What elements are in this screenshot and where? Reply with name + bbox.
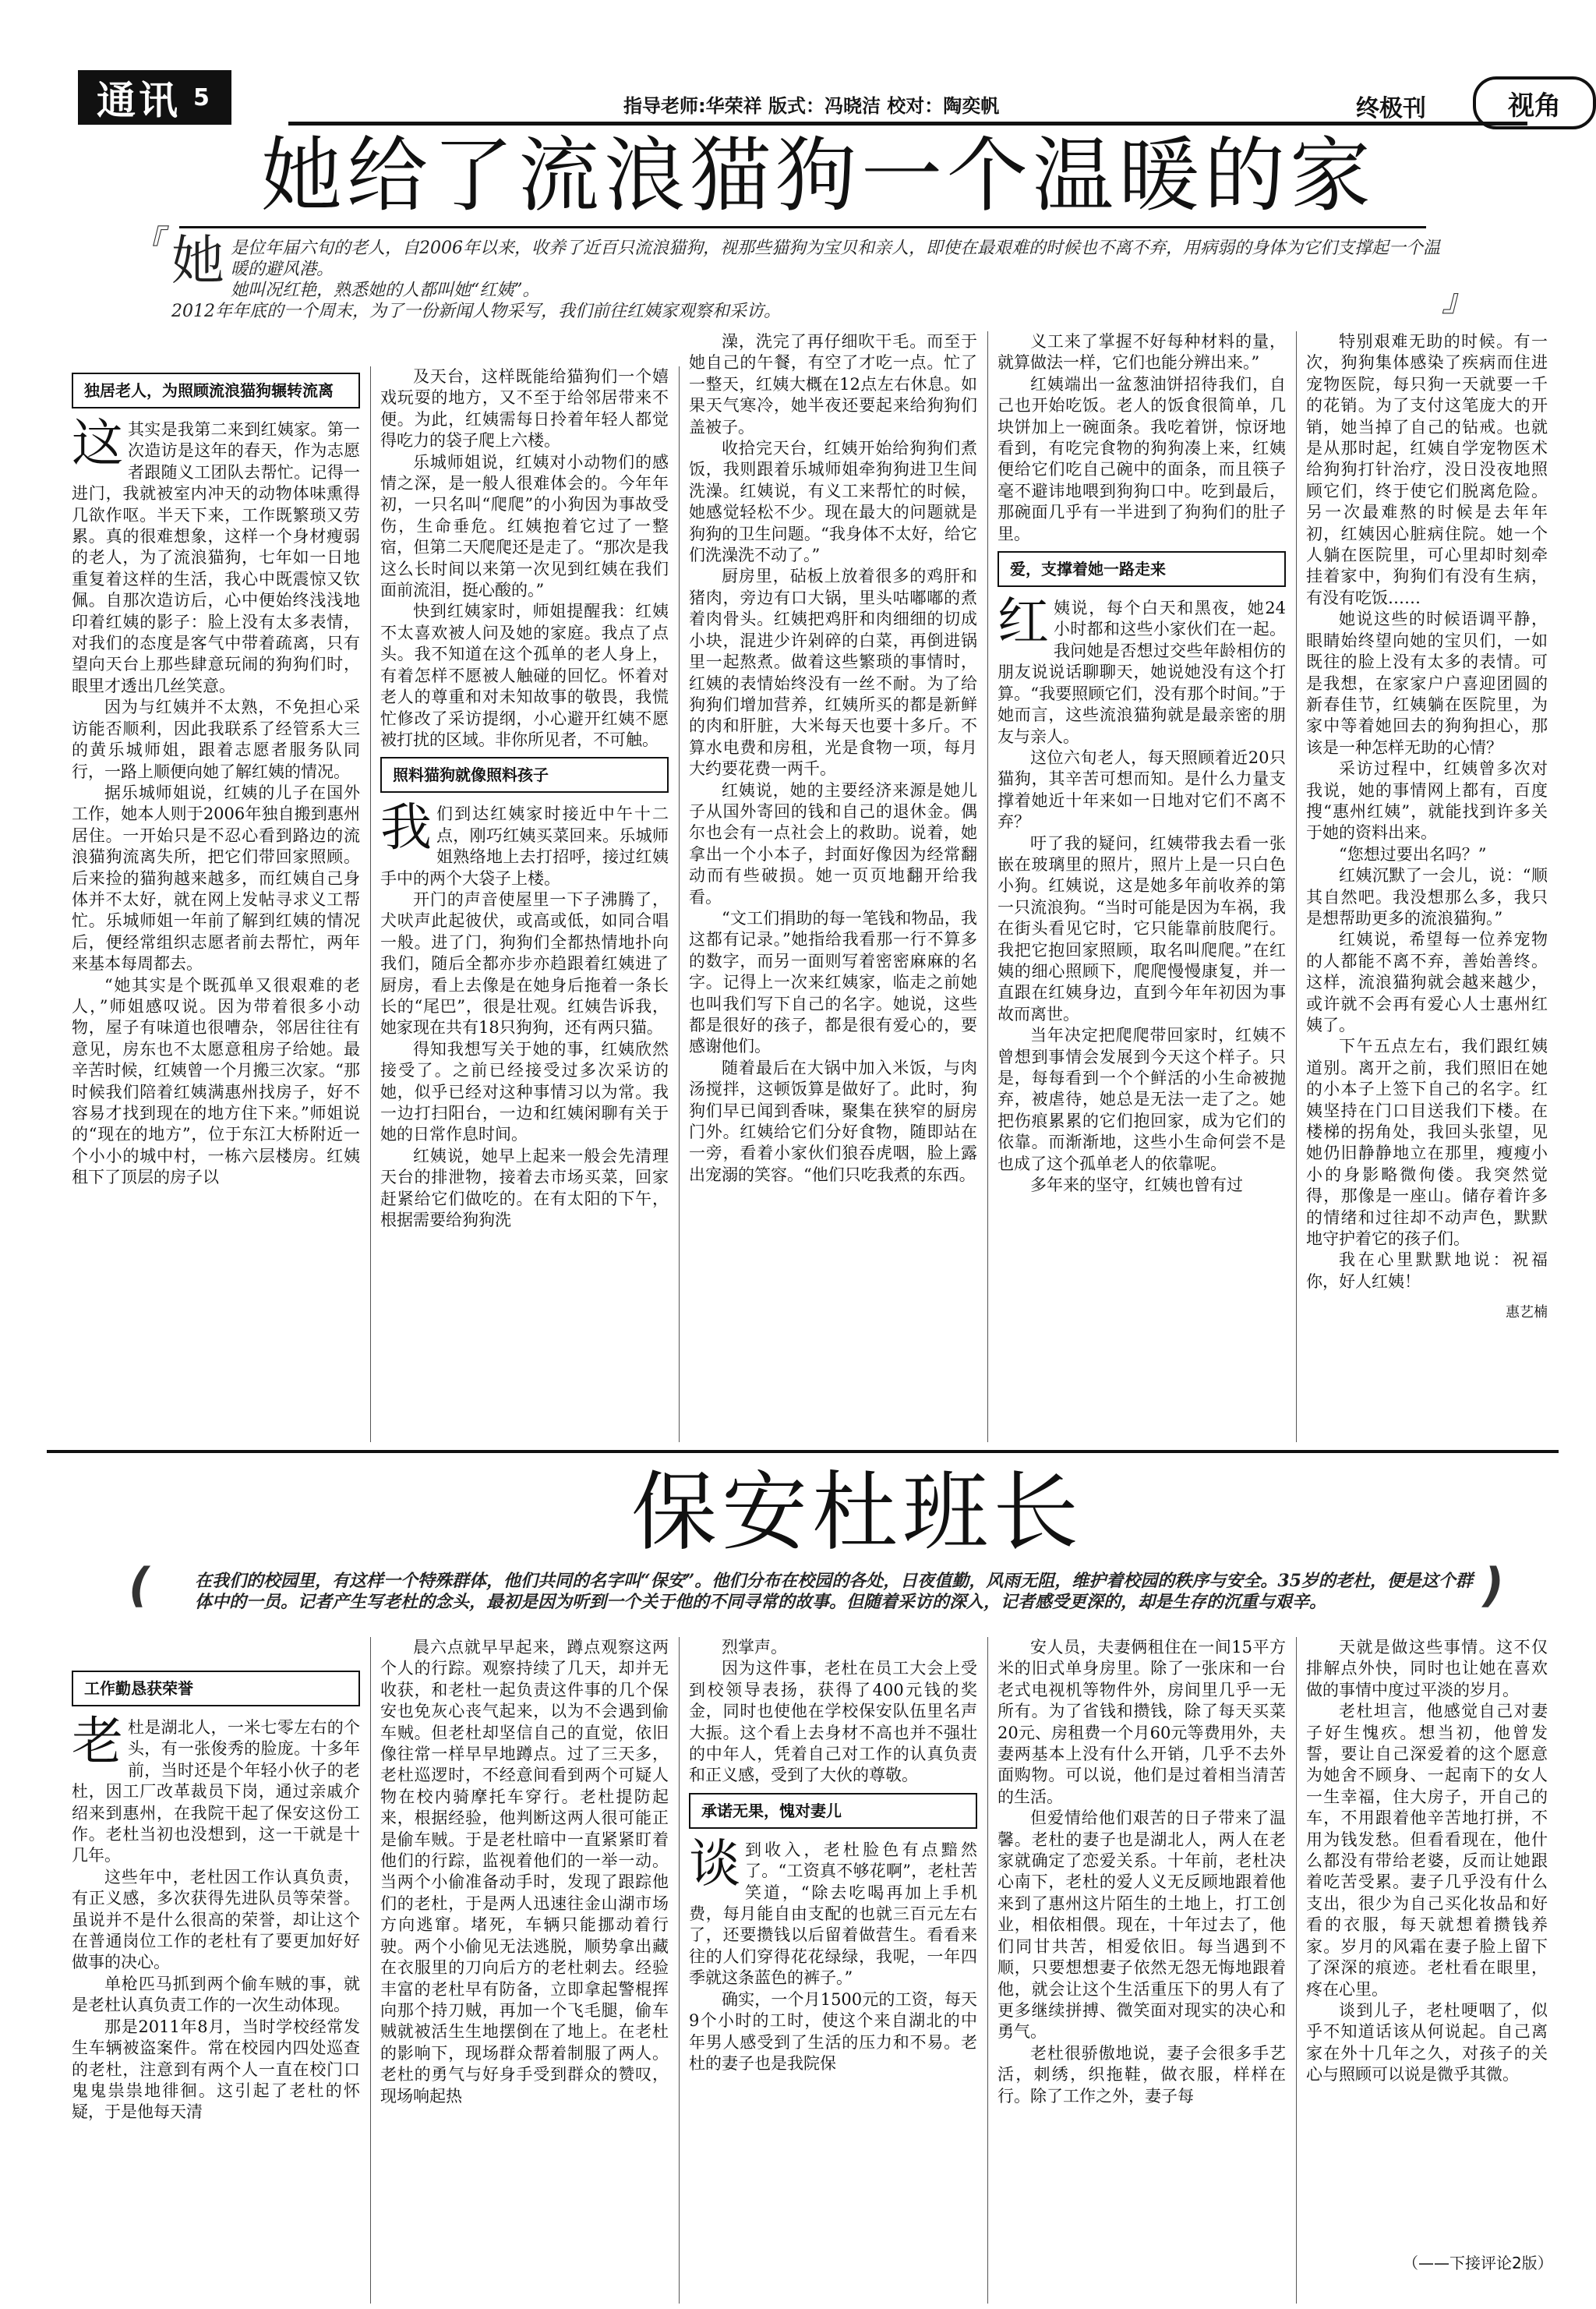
paragraph: 那是2011年8月，当时学校经常发生车辆被盗案件。常在校园内四处巡查的老杜，注意到有两个人一直在校门口鬼鬼祟祟地徘徊。这引起了老杜的怀疑，于是他每天清 bbox=[72, 2017, 360, 2122]
drop-cap: 红 bbox=[998, 592, 1049, 652]
paragraph: 吁了我的疑问，红姨带我去看一张嵌在玻璃里的照片，照片上是一只白色小狗。红姨说，这是她多年前收养的第一只流浪狗。“当时可能是因为车祸，我在街头看见它时，它只能靠前肢爬行。我把它抱回家照顾，取名叫爬爬。”在红姨的细心照顾下，爬爬慢慢康复，并一直跟在红姨身边，直到今年年初因为事故而离世。 bbox=[998, 833, 1286, 1024]
article2-column-1 bbox=[72, 1664, 360, 2304]
article1-intro bbox=[132, 224, 1473, 322]
paragraph: 烈掌声。 bbox=[722, 1638, 787, 1657]
intro-text: 在我们的校园里，有这样一个特殊群体，他们共同的名字叫“保安”。他们分布在校园的各处，日夜值勤，风雨无阻，维护着校园的秩序与安全。35岁的老杜，便是这个群体中的一员。记者产生写老杜的念头，最初是因为听到一个关于他的不同寻常的故事。但随着采访的深入，记者感受更深的，却是生存的沉重与艰辛。 bbox=[195, 1571, 1473, 1612]
paragraph: 老杜坦言，他感觉自己对妻子好生愧疚。想当初，他曾发誓，要让自己深爱着的这个愿意为她舍不顾身、一起南下的女人一生幸福，住大房子，开自己的车，不用跟着他辛苦地打拼，不用为钱发愁。但看看现在，他什么都没有带给老婆，反而让她跟着吃苦受累。妻子几乎没有什么支出，很少为自己买化妆品和好看的衣服，每天就想着攒钱养家。岁月的风霜在妻子脸上留下了深深的痕迹。老杜看在眼里，疼在心里。 bbox=[1306, 1702, 1548, 1999]
paragraph: 单枪匹马抓到两个偷车贼的事，就是老杜认真负责工作的一次生动体现。 bbox=[72, 1974, 360, 2015]
article1-column-1 bbox=[72, 366, 360, 1442]
paragraph: 采访过程中，红姨曾多次对我说，她的事情网上都有，百度搜“惠州红姨”，就能找到许多关于她的资料出来。 bbox=[1306, 759, 1548, 843]
paragraph: 到收入，老杜脸色有点黯然了。“工资真不够花啊”，老杜苦笑道，“除去吃喝再加上手机费，每月能自由支配的也就三百元左右了，还要攒钱以后留着做营生。看看来往的人们穿得花花绿绿，我呢，一年四季就这条蓝色的裤子。” bbox=[689, 1840, 977, 1988]
drop-cap: 我 bbox=[380, 797, 432, 858]
paragraph: 姨说，每个白天和黑夜，她24小时都和这些小家伙们在一起。我问她是否想过交些年龄相仿的朋友说说话聊聊天，她说她没有这个打算。“我要照顾它们，没有那个时间。”于她而言，这些流浪猫狗就是最亲密的朋友与亲人。 bbox=[998, 599, 1286, 746]
paragraph: 因为与红姨并不太熟，不免担心采访能否顺利，因此我联系了经管系大三的黄乐城师姐，跟着志愿者服务队同行，一路上顺便向她了解红姨的情况。 bbox=[72, 698, 360, 781]
section-name: 通讯 bbox=[97, 78, 181, 123]
article2-column-5 bbox=[1306, 1637, 1548, 2229]
paragraph: 快到红姨家时，师姐提醒我：红姨不太喜欢被人问及她的家庭。我点了点头。我不知道在这个孤单的老人身上，有着怎样不愿被人触碰的回忆。怀着对老人的尊重和对未知故事的敬畏，我慌忙修改了采访提纲，小心避开红姨不愿被打扰的区域。非你所见者，不可触。 bbox=[380, 602, 669, 749]
paragraph: 开门的声音使屋里一下子沸腾了，犬吠声此起彼伏，或高或低，如同合唱一般。进了门，狗狗们全都热情地扑向我们，随后全都亦步亦趋跟着红姨进了厨房，看上去像是在她身后拖着一条长长的“尾巴”，很是壮观。红姨告诉我，她家现在共有18只狗狗，还有两只猫。 bbox=[380, 889, 669, 1038]
paragraph: 澡，洗完了再仔细吹干毛。而至于她自己的午餐，有空了才吃一点。忙了一整天，红姨大概在12点左右休息。如果天气寒冷，她半夜还要起来给狗狗们盖被子。 bbox=[689, 332, 977, 437]
paragraph: 红姨说，她的主要经济来源是她儿子从国外寄回的钱和自己的退休金。偶尔也会有一点社会上的救助。说着，她拿出一个小本子，封面好像因为经常翻动而有些破损。她一页页地翻开给我看。 bbox=[689, 780, 977, 907]
paragraph: 天就是做这些事情。这不仅排解点外快，同时也让她在喜欢做的事情中度过平淡的岁月。 bbox=[1306, 1638, 1548, 1699]
column-divider bbox=[1296, 331, 1297, 1442]
paragraph: 下午五点左右，我们跟红姨道别。离开之前，我们照旧在她的小本子上签下自己的名字。红姨坚持在门口目送我们下楼。在楼梯的拐角处，我回头张望，见她仍旧静静地立在那里，瘦瘦小小的身影略微佝偻。我突然觉得，那像是一座山。储存着许多的情绪和过往却不动声色，默默地守护着它的孩子们。 bbox=[1306, 1037, 1548, 1249]
article1-column-3 bbox=[689, 331, 977, 1442]
article2-column-3 bbox=[689, 1637, 977, 2304]
section-heading: 爱，支撑着她一路走来 bbox=[998, 551, 1286, 587]
column-divider bbox=[987, 331, 988, 1442]
paragraph: 她说这些的时候语调平静，眼睛始终望向她的宝贝们，一如既往的脸上没有太多的表情。可是我想，在家家户户喜迎团圆的新春佳节，红姨躺在医院里，为家中等着她回去的狗狗担心，那该是一种怎样无助的心情？ bbox=[1306, 610, 1548, 757]
paragraph: 晨六点就早早起来，蹲点观察这两个人的行踪。观察持续了几天，却并无收获，和老杜一起负责这件事的几个保安也免灰心丧气起来，以为不会遇到偷车贼。但老杜却坚信自己的直觉，依旧像往常一样早早地蹲点。过了三天多，老杜巡逻时，不经意间看到两个可疑人物在校内骑摩托车穿行。老杜提防起来，根据经验，他判断这两人很可能正是偷车贼。于是老杜暗中一直紧紧盯着他们的行踪，监视着他们的一举一动。当两个小偷准备动手时，发现了跟踪他们的老杜，于是两人迅速往金山湖市场方向逃窜。堵死，车辆只能挪动着行驶。两个小偷见无法逃脱，顺势拿出藏在衣服里的刀向后方的老杜刺去。经验丰富的老杜早有防备，立即拿起警棍挥向那个持刀贼，再加一个飞毛腿，偷车贼就被活生生地摆倒在了地上。在老杜的影响下，现场群众帮着制服了两人。老杜的勇气与好身手受到群众的赞叹，现场响起热 bbox=[380, 1638, 669, 2106]
paragraph: 红姨沉默了一会儿，说：“顺其自然吧。我没想那么多，我只是想帮助更多的流浪猫狗。” bbox=[1306, 866, 1548, 928]
paragraph: 收拾完天台，红姨开始给狗狗们煮饭，我则跟着乐城师姐牵狗狗进卫生间洗澡。红姨说，有义工来帮忙的时候，她感觉轻松不少。现在最大的问题就是狗狗的卫生问题。“我身体不太好，给它们洗澡洗不动了。” bbox=[689, 439, 977, 565]
paragraph: 确实，一个月1500元的工资，每天9个小时的工时，使这个来自湖北的中年男人感受到了生活的压力和不易。老杜的妻子也是我院保 bbox=[689, 1989, 977, 2073]
paragraph: 这位六旬老人，每天照顾着近20只猫狗，其辛苦可想而知。是什么力量支撑着她近十年来如一日地对它们不离不弃？ bbox=[998, 748, 1286, 832]
article2-column-4 bbox=[998, 1637, 1286, 2304]
paragraph: 得知我想写关于她的事，红姨欣然接受了。之前已经接受过多次采访的她，似乎已经对这种事情习以为常。我一边打扫阳台，一边和红姨闲聊有关于她的日常作息时间。 bbox=[380, 1039, 669, 1144]
paragraph: 其实是我第二来到红姨家。第一次造访是这年的春天，作为志愿者跟随义工团队去帮忙。记得一进门，我就被室内冲天的动物体味熏得几欲作呕。半天下来，工作既繁琐又劳累。真的很难想象，这样一个身材瘦弱的老人，为了流浪猫狗，七年如一日地重复着这样的生活，我心中既震惊又钦佩。自那次造访后，心中便始终浅浅地印着红姨的影子：脸上没有太多表情，对我们的态度是客气中带着疏离，只有望向天台上那些肆意玩闹的狗狗们时，眼里才透出几丝笑意。 bbox=[72, 420, 360, 695]
paragraph: 老杜很骄傲地说，妻子会很多手艺活，刺绣，织拖鞋，做衣服，样样在行。除了工作之外，妻子每 bbox=[998, 2043, 1286, 2106]
paragraph: 红姨端出一盆葱油饼招待我们，自己也开始吃饭。老人的饭食很简单，几块饼加上一碗面条。我吃着饼，惊讶地看到，有吃完食物的狗狗凑上来，红姨便给它们吃自己碗中的面条，而且筷子毫不避讳地喂到狗狗口中。吃到最后，那碗面几乎有一半进到了狗狗们的肚子里。 bbox=[998, 374, 1286, 543]
paragraph: 杜是湖北人，一米七零左右的个头，有一张俊秀的脸庞。十多年前，当时还是个年轻小伙子的老杜，因工厂改革裁员下岗，通过亲戚介绍来到惠州，在我院干起了保安这份工作。老杜当初也没想到，这一干就是十几年。 bbox=[72, 1718, 360, 1865]
paragraph: 当年决定把爬爬带回家时，红姨不曾想到事情会发展到今天这个样子。只是，每每看到一个个鲜活的小生命被抛弃，被虐待，她总是无法一走了之。她把伤痕累累的它们抱回家，成为它们的依靠。而渐渐地，这些小生命何尝不是也成了这个孤单老人的依靠呢。 bbox=[998, 1026, 1286, 1173]
header-rule bbox=[288, 122, 1527, 126]
open-bracket: 『 bbox=[132, 224, 164, 260]
paragraph: 红姨说，她早上起来一般会先清理天台的排泄物，接着去市场买菜，回家赶紧给它们做吃的。在有太阳的下午，根据需要给狗狗洗 bbox=[380, 1146, 669, 1230]
article1-column-2 bbox=[380, 366, 669, 1442]
author-byline: 惠艺楠 bbox=[1506, 1304, 1548, 1321]
paragraph: 乐城师姐说，红姨对小动物们的感情之深，是一般人很难体会的。今年年初，一只名叫“爬爬”的小狗因为事故受伤，生命垂危。红姨抱着它过了一整宿，但第二天爬爬还是走了。“那次是我这么长时间以来第一次见到红姨在我们面前流泪，挺心酸的。” bbox=[380, 452, 669, 600]
publication-name: 终极刊 bbox=[1356, 95, 1426, 122]
paragraph: 据乐城师姐说，红姨的儿子在国外工作，她本人则于2006年独自搬到惠州居住。一开始只是不忍心看到路边的流浪猫狗流离失所，把它们带回家照顾。后来捡的猫狗越来越多，而红姨自己身体并不太好，就在网上发帖寻求义工帮忙。乐城师姐一年前了解到红姨的情况后，便经常组织志愿者前去帮忙，两年来基本每周都去。 bbox=[72, 783, 360, 974]
column-divider bbox=[370, 366, 371, 1442]
paragraph: 们到达红姨家时接近中午十二点，刚巧红姨买菜回来。乐城师姐熟络地上去打招呼，接过红姨手中的两个大袋子上楼。 bbox=[380, 804, 669, 888]
close-bracket: 』 bbox=[1442, 283, 1473, 319]
drop-cap: 老 bbox=[72, 1711, 123, 1771]
page-header bbox=[78, 70, 1561, 129]
paragraph: 因为这件事，老杜在员工大会上受到校领导表扬，获得了400元钱的奖金，同时也使他在学校保安队伍里名声大振。这个看上去身材不高也并不强壮的中年人，凭着自己对工作的认真负责和正义感，受到了大伙的尊敬。 bbox=[689, 1659, 977, 1785]
article2-column-2 bbox=[380, 1637, 669, 2304]
intro-initial: 她 bbox=[171, 231, 225, 292]
column-divider bbox=[370, 1637, 371, 2304]
section-heading: 照料猫狗就像照料孩子 bbox=[380, 757, 669, 793]
section-heading: 承诺无果，愧对妻儿 bbox=[689, 1793, 977, 1829]
intro-line: 是位年届六旬的老人，自2006年以来，收养了近百只流浪猫狗，视那些猫狗为宝贝和亲人，即使在最艰难的时候也不离不弃，用病弱的身体为它们支撑起一个温暖的避风港。 bbox=[231, 239, 1441, 279]
paragraph: “她其实是个既孤单又很艰难的老人，”师姐感叹说。因为带着很多小动物，屋子有味道也很嘈杂，邻居往往有意见，房东也不太愿意租房子给她。最辛苦时候，红姨曾一个月搬三次家。“那时候我们陪着红姨满惠州找房子，好不容易才找到现在的地方住下来。”师姐说的“现在的地方”，位于东江大桥附近一个小小的城中村，一栋六层楼房。红姨租下了顶层的房子以 bbox=[72, 975, 360, 1187]
paragraph: 多年来的坚守，红姨也曾有过 bbox=[1030, 1176, 1243, 1195]
paragraph: “文工们捐助的每一笔钱和物品，我这都有记录。”她指给我看那一行不算多的数字，而另一面则写着密密麻麻的名字。记得上一次来红姨家，临走之前她也叫我们写下自己的名字。她说，这些都是很好的孩子，都是很有爱心的，要感谢他们。 bbox=[689, 908, 977, 1056]
article-divider bbox=[47, 1450, 1559, 1453]
article1-column-5 bbox=[1306, 331, 1548, 1442]
paragraph: 特别艰难无助的时候。有一次，狗狗集体感染了疾病而住进宠物医院，每只狗一天就要一千的花销。为了支付这笔庞大的开销，她当掉了自己的钻戒。也就是从那时起，红姨自学宠物医术给狗狗打针治疗，没日没夜地照顾它们，终于使它们脱离危险。另一次最难熬的时候是去年年初，红姨因心脏病住院。她一个人躺在医院里，可心里却时刻牵挂着家中，狗狗们有没有生病，有没有吃饭…… bbox=[1306, 332, 1548, 607]
paragraph: 随着最后在大锅中加入米饭，与肉汤搅拌，这顿饭算是做好了。此时，狗狗们早已闻到香味，聚集在狭窄的厨房门外。红姨给它们分好食物，随即站在一旁，看着小家伙们狼吞虎咽，脸上露出宠溺的笑容。“他们只吃我煮的东西。 bbox=[689, 1058, 977, 1184]
close-paren: ) bbox=[1482, 1558, 1504, 1613]
paragraph: 厨房里，砧板上放着很多的鸡肝和猪肉，旁边有口大锅，里头咕嘟嘟的煮着肉骨头。红姨把鸡肝和肉细细的切成小块，混进少许剁碎的白菜，再倒进锅里一起熬煮。做着这些繁琐的事情时，红姨的表情始终没有一丝不耐。为了给狗狗们增加营养，红姨所买的都是新鲜的肉和肝脏，大米每天也要十多斤。不算水电费和房租，光是食物一项，每月大约要花费一两千。 bbox=[689, 567, 977, 779]
intro-line: 2012年年底的一个周末，为了一份新闻人物采写，我们前往红姨家观察和采访。 bbox=[171, 302, 781, 321]
intro-line: 她叫况红艳，熟悉她的人都叫她“红姨”。 bbox=[231, 281, 540, 300]
drop-cap: 谈 bbox=[689, 1833, 740, 1894]
page-number: 5 bbox=[193, 83, 213, 111]
paragraph: “您想过要出名吗？” bbox=[1339, 844, 1487, 864]
column-divider bbox=[679, 1637, 680, 2304]
paragraph: 安人员，夫妻俩租住在一间15平方米的旧式单身房里。除了一张床和一台老式电视机等物件外，房间里几乎一无所有。为了省钱和攒钱，除了每天买菜20元、房租费一个月60元等费用外，夫妻两基本上没有什么开销，几乎不去外面购物。可以说，他们是过着相当清苦的生活。 bbox=[998, 1638, 1286, 1806]
paragraph: 我在心里默默地说：祝福你，好人红姨！ bbox=[1306, 1250, 1548, 1291]
paragraph: 及天台，这样既能给猫狗们一个嬉戏玩耍的地方，又不至于给邻居带来不便。为此，红姨需每日拎着年轻人都觉得吃力的袋子爬上六楼。 bbox=[380, 367, 669, 451]
article2-title: 保安杜班长 bbox=[631, 1462, 1083, 1562]
article1-title: 她给了流浪猫狗一个温暖的家 bbox=[260, 128, 1375, 223]
section-heading: 工作勤恳获荣誉 bbox=[72, 1671, 360, 1706]
paragraph: 这些年中，老杜因工作认真负责，有正义感，多次获得先进队员等荣誉。虽说并不是什么很高的荣誉，却让这个在普通岗位工作的老杜有了要更加好好做事的决心。 bbox=[72, 1867, 360, 1972]
newspaper-logo: 视角 bbox=[1473, 76, 1596, 129]
section-tag bbox=[78, 70, 231, 125]
continued-note: （——下接评论2版） bbox=[1403, 2254, 1553, 2272]
paragraph: 红姨说，希望每一位养宠物的人都能不离不弃，善始善终。这样，流浪猫狗就会越来越少，或许就不会再有爱心人士惠州红姨了。 bbox=[1306, 930, 1548, 1034]
column-divider bbox=[679, 366, 680, 1442]
section-heading: 独居老人，为照顾流浪猫狗辗转流离 bbox=[72, 373, 360, 408]
paragraph: 但爱情给他们艰苦的日子带来了温馨。老杜的妻子也是湖北人，两人在老家就确定了恋爱关系。十年前，老杜决心南下，老杜的爱人义无反顾地跟着他来到了惠州这片陌生的土地上，打工创业，相依相偎。现在，十年过去了，他们同甘共苦，相爱依旧。每当遇到不顺，只要想想妻子依然无怨无悔地跟着他，就会让这个生活重压下的男人有了更多继续拼搏、微笑面对现实的决心和勇气。 bbox=[998, 1809, 1286, 2042]
column-divider bbox=[987, 1637, 988, 2304]
drop-cap: 这 bbox=[72, 413, 123, 473]
title-underline bbox=[179, 226, 1426, 228]
column-divider bbox=[1296, 1637, 1297, 2304]
paragraph: 义工来了掌握不好每种材料的量，就算做法一样，它们也能分辨出来。” bbox=[998, 332, 1286, 373]
article1-column-4 bbox=[998, 331, 1286, 1442]
article2-intro bbox=[129, 1558, 1504, 1613]
paragraph: 谈到儿子，老杜哽咽了，似乎不知道话该从何说起。自己离家在外十几年之久，对孩子的关心与照顾可以说是微乎其微。 bbox=[1306, 2000, 1548, 2084]
credits: 指导老师:华荣祥 版式：冯晓洁 校对：陶奕帆 bbox=[623, 95, 1000, 117]
open-paren: ( bbox=[129, 1558, 150, 1613]
